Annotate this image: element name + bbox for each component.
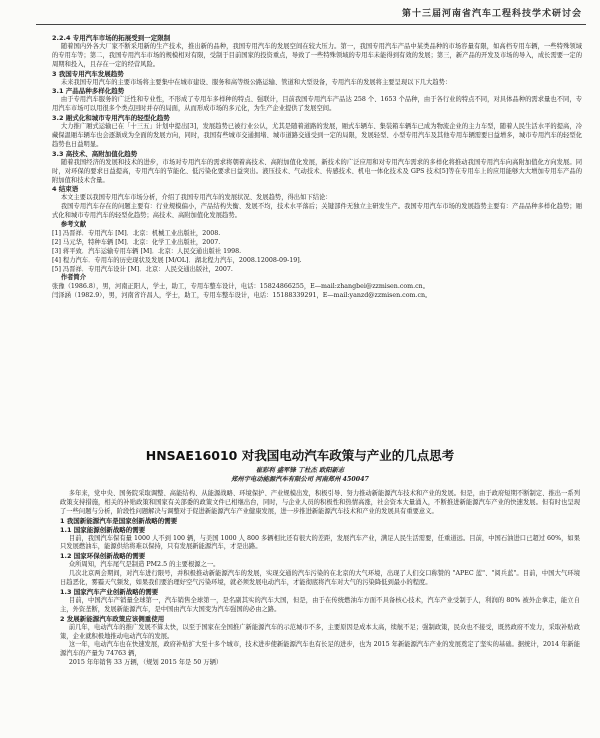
section-heading: 4 结束语 (52, 185, 79, 194)
reference-item: 张豫（1986.8），男，河南正阳人，学士，助工，专用车整车设计，电话：15824866255，E—mail:zhangbei@zzmisen.com.cn。 (52, 283, 430, 291)
section-heading: 1 我国新能源汽车是国家创新战略的需要 (60, 516, 178, 525)
body-paragraph: 未来我国专用汽车的主要市场将主要集中在城市建设、服务和高等级公路运输、管道和大型设备，专用汽车的发展将主要呈现以下几大趋势： (60, 78, 452, 86)
section-heading: 3.2 厢式化和城市专用汽车的轻型化趋势 (52, 114, 170, 123)
reference-item: [3] 蒋平致．汽车运输专用车辆 [M]．北京：人民交通出版社 1998. (52, 247, 242, 255)
reference-item: [1] 冯晋祥．专用汽车 [M]．北京：机械工业出版社，2008. (52, 229, 221, 237)
article2-affiliation: 郑州宇电动能源汽车有限公司 河南郑州 450047 (231, 476, 369, 483)
section-heading: 2.2.4 专用汽车市场的拓展受到一定限制 (52, 34, 171, 42)
article2-title: HNSAE16010 对我国电动汽车政策与产业的几点思考 (145, 448, 455, 463)
reference-item: [5] 冯晋祥．专用汽车设计 [M]．北京：人民交通出版社，2007. (52, 265, 233, 273)
body-paragraph: 目前，中国汽车产销量全球第一，汽车销售全球第一，是名副其实的汽车大国，但是，由于在传统燃油车方面不具备核心技术，汽车产业受制于人，利润的 80% 被外企拿走，能立自主，外资垄断，发展新能源汽车，是中国由汽车大国变为汽车强国的必由之路。 (60, 596, 580, 613)
running-header: 第十三届河南省汽车工程科技学术研讨会 (401, 9, 582, 19)
section-heading: 3.3 高技术、高附加值化趋势 (52, 149, 138, 158)
body-paragraph: 2015 年年销售 33 万辆，（规划 2015 年是 50 万辆） (68, 659, 223, 667)
body-paragraph: 本文主要以我国专用汽车市场分析，介绍了我国专用汽车的发展状况、发展趋势，得出如下结论： (60, 194, 332, 202)
body-paragraph: 随着国内外各大厂家不断采用新的生产技术，推出新的品种，我国专用汽车的发展空间在较大压力。第一，我国专用汽车产品中某类品种的市场容量有限，如高档专用车辆，一些特殊领域的专用车等；第二，我国专用汽车市场的规模相对有限，受制于目前国家的投资重点，导致了一些特殊领域的专用车未能得到有效的发展；第三，新产品的开发及市场的导入，成长需要一定的周期和投入，且存在一定的经营风险。 (52, 42, 582, 68)
body-paragraph: 多年来，党中央、国务院采取调整、高能结构、从能源战略、环境保护、产业规模出发，积极引导、努力推动新能源汽车技术和产业的发展。但是，由于政府短期不断制定、推出一系列政策支持措施，相关的补贴政策和国家有关部委的政策文件已相继出台，同时，与企业人员的积极性和热情高涨，社会资本大量涌入，不断推进新能源汽车产业的快速发展。但有时也呈现了一些问题与分析，阶段性问题解决与调整对于促进新能源汽车产业健康发展，进一步推进新能源汽车技术和产业的发展具有重要意义。 (60, 490, 580, 515)
reference-item: [4] 程力汽车．专用车的历史现状及发展 [M/OL]．湖北程力汽车，2008.12008-09-19]. (52, 256, 302, 264)
body-paragraph: 由于专用汽车服务的广泛性和专业性，不形成了专用车多样种的特点、强联计，目前我国专用汽车产品达 258 个、1653 个品种，由于各行业的特点不同，对具体品种的需求量也不同，专用汽车市场可以用很多个类点回时并存的局面，从而形成市场的多元化，为生产企业提供了发展空间。 (52, 96, 582, 113)
article1-body (52, 34, 582, 301)
body-paragraph: 前几年，电动汽车的推广发展不算太快，以至于国家在全国推广新能源汽车的示范城市不多，主要原因是成本太高，续航不足；强制政策，民众也不接受，既然政府不发力，采取补贴政策，企业就积极地推动电动汽车的发展。 (60, 623, 580, 640)
section-heading: 1.1 国家能源创新战略的需要 (60, 525, 146, 534)
section-heading: 1.2 国家环保创新战略的需要 (60, 552, 146, 561)
reference-heading: 参考文献 (60, 221, 86, 229)
reference-item: 闫泽涵（1982.9），男，河南省许昌人，学士，助工，专用车整车设计，电话：15188339291，E—mail:yanzd@zzmisen.com.cn。 (52, 292, 432, 300)
reference-item: [2] 马元华，特种车辆 [M]．北京：化学工业出版社，2007. (52, 238, 221, 246)
section-heading: 3 我国专用汽车发展趋势 (52, 69, 124, 78)
body-paragraph: 目前，我国汽车保有量 1000 人不到 100 辆，与美国 1000 人 800 多辆相比还有很大的差距，发展汽车产业，满足人民生活需要，任重道远。目前，中国石油进口已超过 60%，如果只发展燃油车，能源供给将难以保持，只有发展新能源汽车，才是出路。 (60, 534, 580, 551)
section-heading: 3.1 产品品种多样化趋势 (52, 87, 125, 96)
body-paragraph: 几次北京两会期间，对汽车进行限号，并积极推动新能源汽车的发展，实现交通的汽车污染的在北京的大气环境，出现了人们交口称赞的 "APEC 蓝"、"阅兵蓝"。目前，中国大气环境日趋恶化，雾霾天气频发，如果我们要治理好空气污染环境，就必须发展电动汽车，才能彻底将汽车对大气的污染降低到最小的程度。 (60, 570, 580, 587)
body-paragraph: 大力推广厢式运输已在「十三五」计划中提出[3]，发展趋势已被行业公认，尤其是随着道路的发展，厢式车辆车、集装箱车辆车已成为物流企业的主力车型，随着人民生活水平的提高，冷藏保温厢车辆车也会逐渐成为全面的发展方向，同时，我国有些城市交通拥堵、城市道路交通受到一定的局限，发展轻型、小型专用汽车及其他专用车辆需要日益增多，城市专用汽车的轻型化趋势也日益明显。 (52, 123, 582, 148)
header-rule (36, 24, 586, 25)
body-paragraph: 众所周知，汽车尾气是制造 PM2.5 的主要根源之一。 (68, 561, 220, 569)
section-heading: 2 发展新能源汽车政策应该侧重使用 (60, 614, 165, 623)
body-paragraph: 随着我国经济的发展和技术的进步，市场对专用汽车的需求将朝着高技术、高附加值化发展，新技术的广泛应用和对专用汽车需求的多样化将推动我国专用汽车向高附加值化方向发展。同时，对环保的要求日益提高，专用汽车的节能化、低污染化要求日益突出。液压技术、气动技术、传感技术、机电一体化技术及 GPS 技术[5]等在专用车上的应用能够大大增加专用车产品的附加值和技术含量。 (52, 158, 582, 184)
article2-body (60, 490, 580, 668)
body-paragraph: 我国专用汽车存在的问题主要有：行业规模偏小，产品结构失衡、发展不均，技术水平落后；关键部件无独立主研发生产。我国专用汽车市场的发展趋势主要有：产品品种多样化趋势；厢式化和城市专用汽车的轻型化趋势；高技术、高附加值化发展趋势。 (52, 203, 582, 220)
body-paragraph: 这一年，电动汽车也在快速发展，政府补贴扩大至十多个城市，技术进步使新能源汽车也有长足的进步，也为 2015 年新能源汽车产业的发展奠定了坚实的基础。据统计，2014 年新能源汽车的产量为 74763 辆， (60, 641, 580, 658)
section-heading: 1.3 国家汽车产业创新战略的需要 (60, 587, 159, 596)
article2-authors: 崔彩利 盛军锋 丁杜杰 欧阳新志 (255, 467, 345, 474)
reference-heading: 作者简介 (60, 274, 86, 282)
